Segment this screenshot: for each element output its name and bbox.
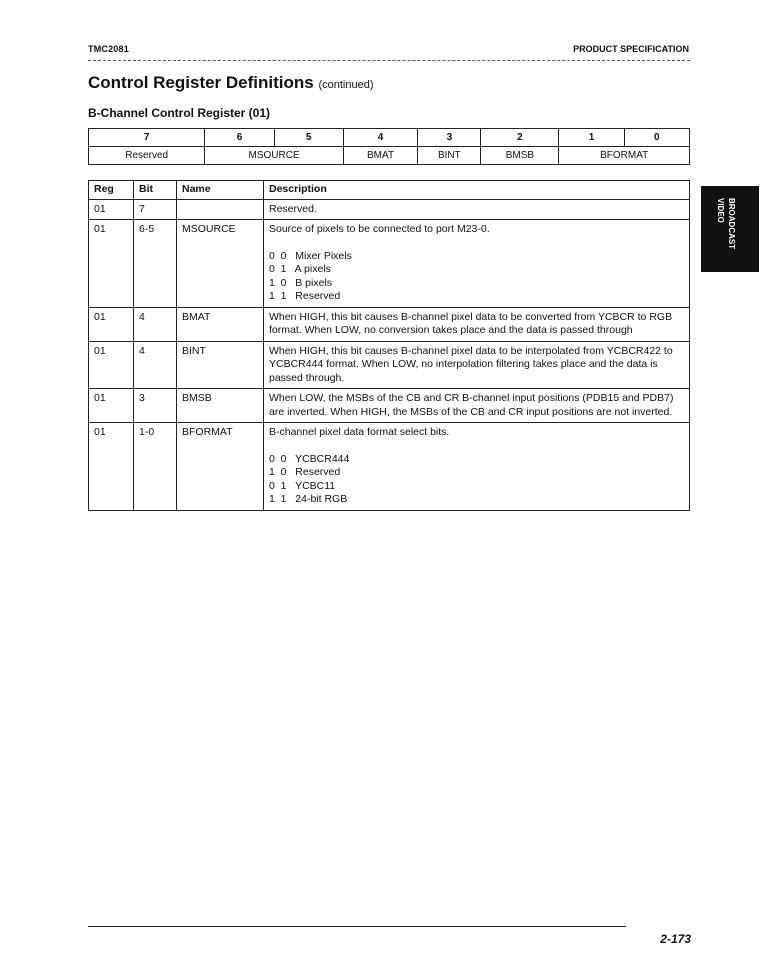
cell-name: BMAT [177,307,264,341]
bit-6: 6 [205,129,274,147]
col-bit-header: Bit [134,181,177,200]
table-row [89,423,690,511]
desc-text: Source of pixels to be connected to port M23-0. [269,223,490,235]
option-line: 1 1 Reserved [269,290,341,302]
page-number: 2-173 [660,932,691,946]
field-bformat: BFORMAT [559,147,690,165]
bit-0: 0 [624,129,689,147]
table-row [89,341,690,389]
cell-reg: 01 [89,199,134,220]
field-bmsb: BMSB [481,147,559,165]
bit-4: 4 [343,129,417,147]
cell-bit: 7 [134,199,177,220]
bit-1: 1 [559,129,624,147]
header-rule [88,60,690,61]
table-row [89,220,690,308]
table-row [89,199,690,220]
header-spec-label: PRODUCT SPECIFICATION [573,44,689,54]
cell-name: MSOURCE [177,220,264,308]
table-row [89,389,690,423]
bit-2: 2 [481,129,559,147]
option-line: 1 0 Reserved [269,466,341,478]
col-desc-header: Description [264,181,690,200]
option-line: 0 1 YCBC11 [269,479,336,492]
field-msource: MSOURCE [205,147,343,165]
bit-7: 7 [89,129,205,147]
field-bmat: BMAT [343,147,417,165]
cell-reg: 01 [89,341,134,389]
option-line: 1 1 24-bit RGB [269,493,348,505]
cell-reg: 01 [89,307,134,341]
title-sub: (continued) [318,79,374,91]
register-description-table [88,180,690,511]
cell-desc: When HIGH, this bit causes B-channel pixel data to be interpolated from YCBCR422 to YCBCR444 format. When LOW, no interpolation filtering takes place and the data is passed through. [264,341,690,389]
bit-3: 3 [418,129,481,147]
cell-name: BFORMAT [177,423,264,511]
title-main: Control Register Definitions [88,73,314,92]
register-bit-row [89,129,690,147]
register-bit-map [88,128,690,165]
header-part-number: TMC2081 [88,44,129,54]
cell-bit: 1-0 [134,423,177,511]
cell-bit: 4 [134,341,177,389]
cell-bit: 6-5 [134,220,177,308]
footer-rule [88,926,626,927]
option-line: 0 1 A pixels [269,263,331,275]
col-reg-header: Reg [89,181,134,200]
field-bint: BINT [418,147,481,165]
cell-desc: Reserved. [264,199,690,220]
option-line: 1 0 B pixels [269,276,333,289]
cell-reg: 01 [89,423,134,511]
cell-desc: When LOW, the MSBs of the CB and CR B-channel input positions (PDB15 and PDB7) are inverted. When HIGH, the MSBs of the CB and CR input positions are not inverted. [264,389,690,423]
cell-reg: 01 [89,389,134,423]
side-tab-label [715,198,737,272]
option-line: 0 0 Mixer Pixels [269,249,352,262]
cell-bit: 3 [134,389,177,423]
option-line: 0 0 YCBCR444 [269,452,350,465]
page-title [88,73,374,93]
cell-desc [264,423,690,511]
cell-name: BINT [177,341,264,389]
col-name-header: Name [177,181,264,200]
bit-5: 5 [274,129,343,147]
cell-desc: When HIGH, this bit causes B-channel pixel data to be converted from YCBCR to RGB format. When LOW, no conversion takes place and the data is passed through [264,307,690,341]
table-row [89,307,690,341]
cell-name: BMSB [177,389,264,423]
cell-bit: 4 [134,307,177,341]
field-reserved: Reserved [89,147,205,165]
cell-name [177,199,264,220]
side-tab-line1: BROADCAST [727,198,736,250]
table-header-row [89,181,690,200]
side-tab-line2: VIDEO [716,198,725,223]
desc-text: B-channel pixel data format select bits. [269,426,450,438]
register-field-row [89,147,690,165]
section-subtitle: B-Channel Control Register (01) [88,106,271,120]
section-side-tab [701,186,759,272]
cell-desc [264,220,690,308]
cell-reg: 01 [89,220,134,308]
